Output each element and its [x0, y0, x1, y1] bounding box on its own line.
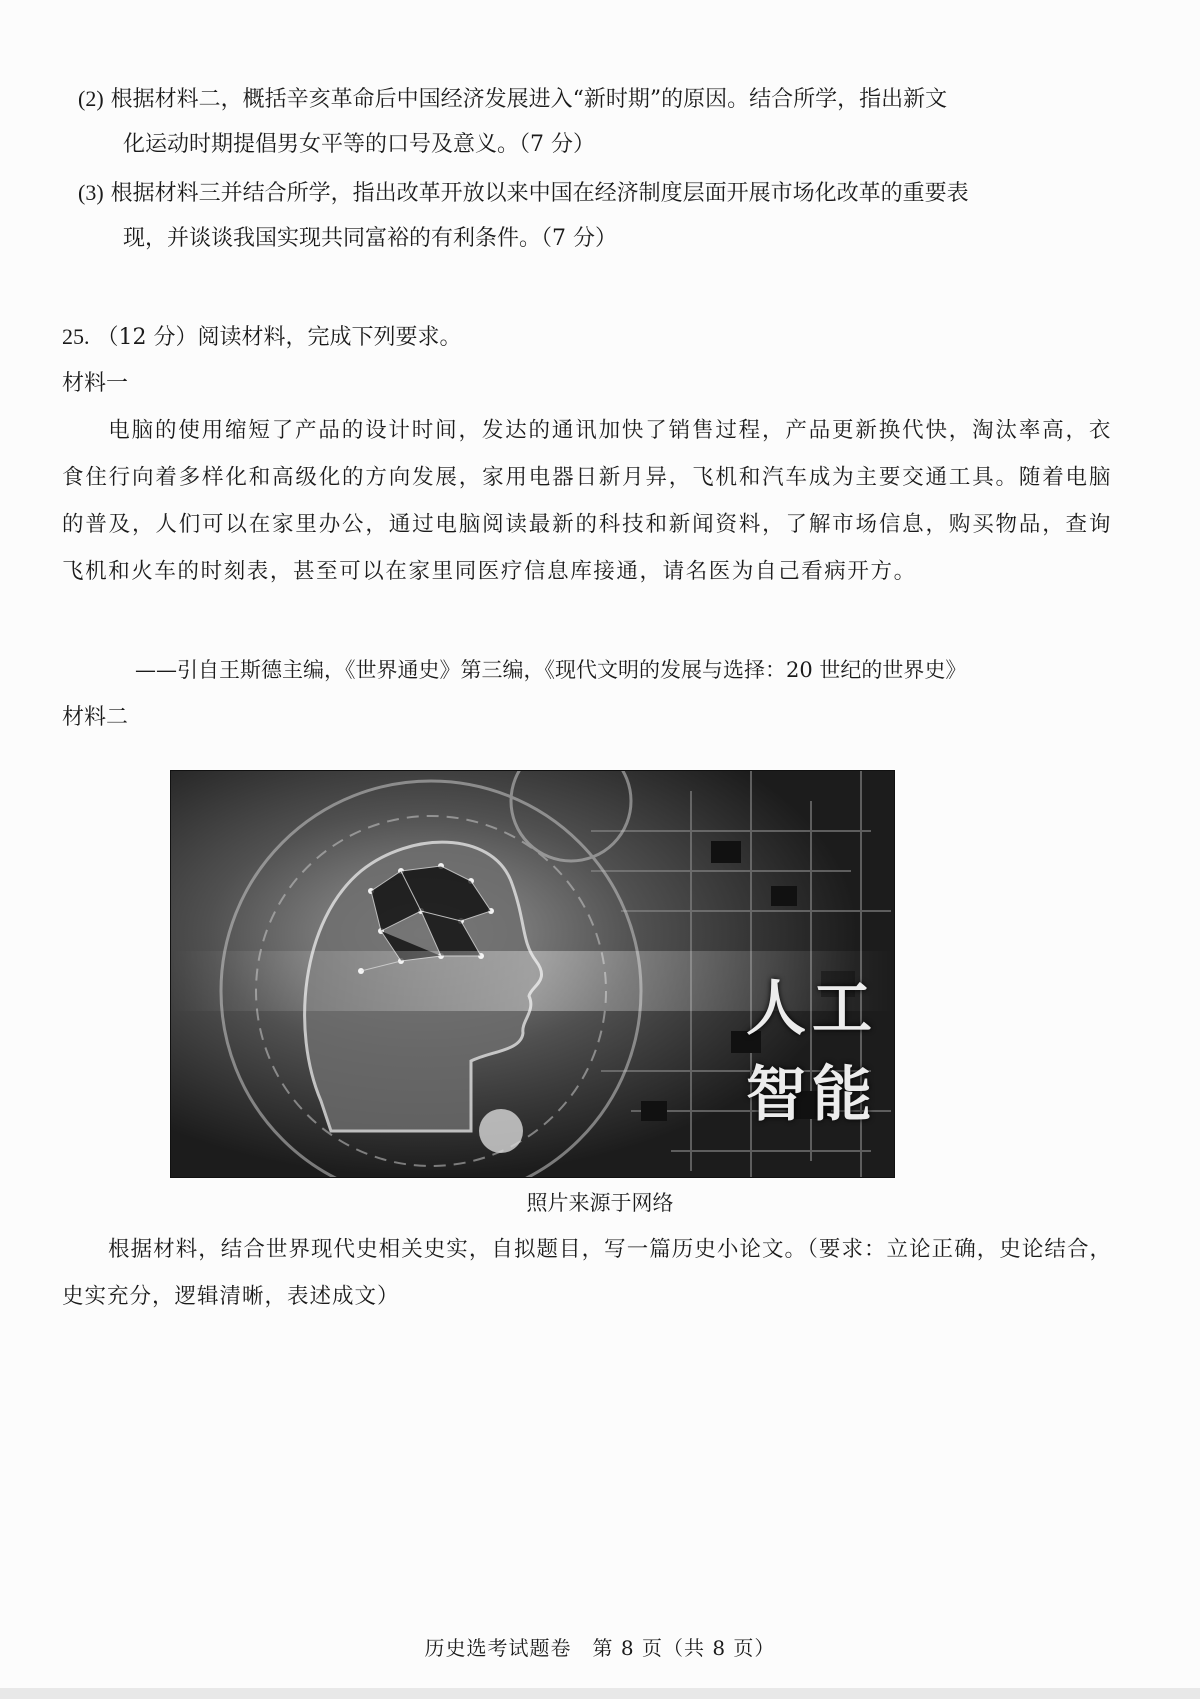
- material2-label: 材料二: [62, 705, 129, 730]
- image-caption: 照片来源于网络: [526, 1191, 674, 1215]
- page-footer: 历史选考试题卷 第 8 页（共 8 页）: [424, 1636, 776, 1660]
- q24-part3-label: (3): [78, 180, 104, 205]
- material1-text: 电脑的使用缩短了产品的设计时间，发达的通讯加快了销售过程，产品更新换代快，淘汰率高，衣食住行向着多样化和高级化的方向发展，家用电器日新月异，飞机和汽车成为主要交通工具。随着电脑的普及，人们可以在家里办公，通过电脑阅读最新的科技和新闻资料，了解市场信息，购买物品，查询飞机和火车的时刻表，甚至可以在家里同医疗信息库接通，请名医为自己看病开方。: [62, 418, 1112, 584]
- ai-photo: [170, 770, 895, 1178]
- q25-number: 25.: [62, 324, 90, 349]
- material1-source: ——引自王斯德主编，《世界通史》第三编，《现代文明的发展与选择：20 世纪的世界史》: [135, 658, 967, 682]
- q25-task: 根据材料，结合世界现代史相关史实，自拟题目，写一篇历史小论文。（要求：立论正确，史论结合，史实充分，逻辑清晰，表述成文）: [62, 1237, 1112, 1309]
- ai-image-title: 人工智能: [746, 974, 878, 1130]
- material1-label: 材料一: [62, 371, 129, 396]
- q24-part2-label: (2): [78, 86, 104, 111]
- q24-part2-line2: 化运动时期提倡男女平等的口号及意义。（7 分）: [123, 132, 595, 157]
- q24-part3-line2: 现，并谈谈我国实现共同富裕的有利条件。（7 分）: [123, 226, 617, 251]
- q24-part3-line1: (3) 根据材料三并结合所学，指出改革开放以来中国在经济制度层面开展市场化改革的重要表: [78, 180, 969, 206]
- q24-part2-line1: (2) 根据材料二，概括辛亥革命后中国经济发展进入“新时期”的原因。结合所学，指出新文: [78, 86, 948, 112]
- q25-prompt: （12 分）阅读材料，完成下列要求。: [96, 325, 462, 350]
- scan-edge: [0, 1688, 1200, 1699]
- q25-header: [62, 322, 462, 353]
